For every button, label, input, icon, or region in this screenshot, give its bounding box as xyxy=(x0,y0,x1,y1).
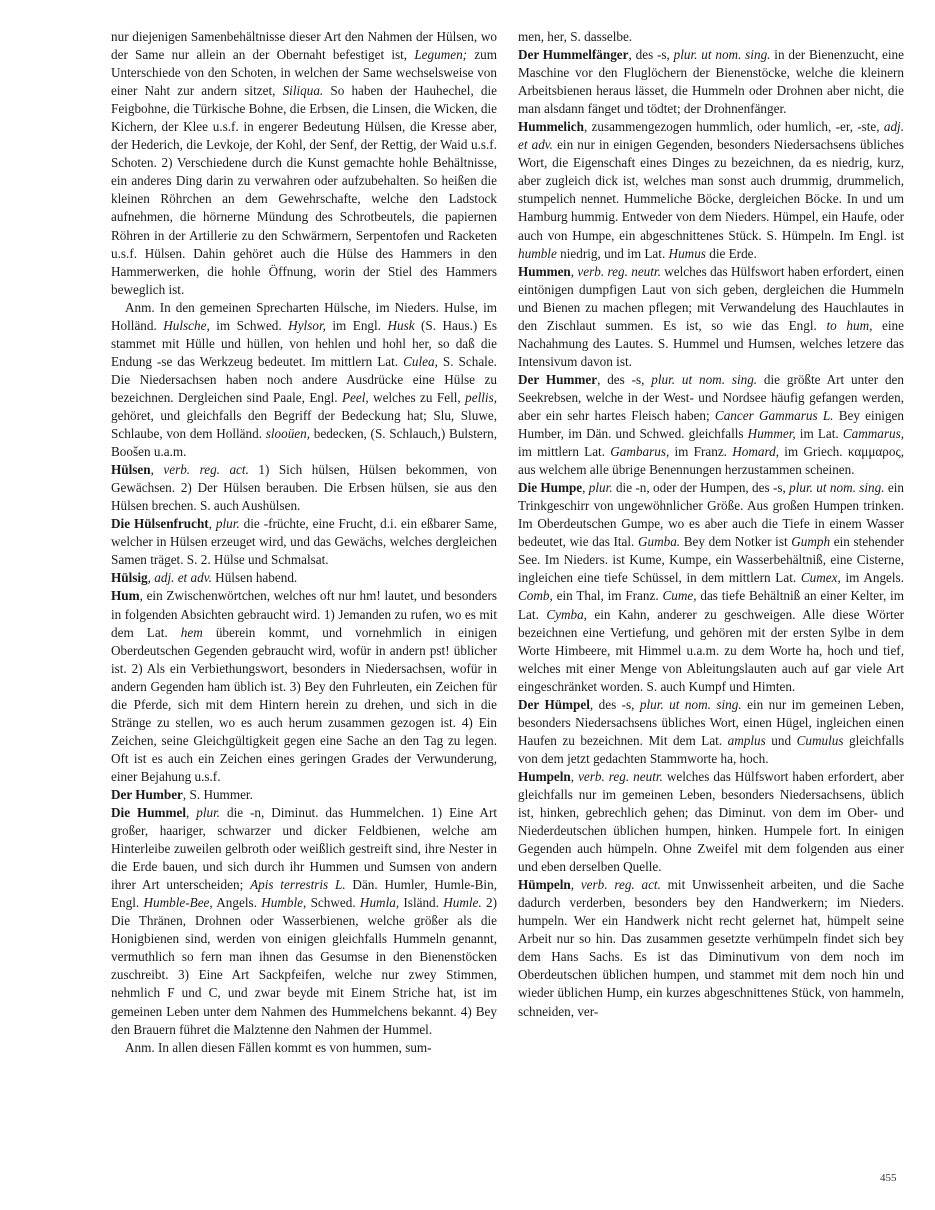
foreign-term: to hum, xyxy=(826,317,873,333)
text: Anm. In den gemeinen Sprecharten Hülsche, im Nieders. Hulse, im Holländ. xyxy=(111,299,497,333)
text: So haben der Hauhechel, die Feigbohne, die Türkische Bohne, die Erbsen, die Linsen, die Wicken, die Kichern, der Klee u.s.f. in engerer Bedeutung Hülsen, die Kresse aber, der Hederich, die Levkoje, der Kohl, der Senf, der Rettig, der Waid u.s.f. Schoten. 2) Verschiedene durch die Kunst gemachte hohle Behältnisse, ein anderes Ding darin zu verwahren oder aufzubehalten. So heißen die kleinen Röhrchen an dem Gewehrschafte, welche den Ladstock aufnehmen, die hörnerne Mündung des Schrotbeutels, die papiernen Röhren in der Artillerie zu den Schwärmern, Serpentofen und Racketen u.s.f. Hülsen. Dahin gehöret auch die Hülse des Hammers in den Hammerwerken, die hohle Öffnung, worin der Stiel des Hammers beweglich ist. xyxy=(111,83,497,297)
headword: Hummelich xyxy=(518,119,584,135)
latin-term: Cumulus xyxy=(796,732,844,748)
foreign-term: Culea, xyxy=(403,353,438,369)
grammar-label: adj. et adv. xyxy=(518,119,904,153)
entry-hummelfaenger xyxy=(518,46,904,118)
definition: Schwed. xyxy=(306,895,360,911)
foreign-term: Hulsche, xyxy=(163,317,210,333)
foreign-term: Hylsor, xyxy=(288,317,326,333)
latin-term: Cymba, xyxy=(546,606,587,622)
latin-term: Cammarus, xyxy=(842,426,904,442)
latin-term: amplus xyxy=(727,732,766,748)
definition: ein Trinkgeschirr von ungewöhnlicher Größe. Aus großen Humpen trinken. Im Oberdeutschen Gumpe, wo es aber auch die Tiefe in einem Wasser bedeutet, wie das Ital. xyxy=(518,480,904,550)
foreign-term: Homard, xyxy=(732,444,779,460)
definition: die größte Art unter den Seekrebsen, welche in der West- und Nordsee häufig gefangen werden, aber ein sehr hartes Fleisch haben; xyxy=(518,371,904,423)
entry-hummer xyxy=(518,371,904,479)
latin-term: Apis terrestris L. xyxy=(250,877,346,893)
definition: 1) Sich hülsen, Hülsen bekommen, von Gewächsen. 2) Der Hülsen berauben. Die Erbsen hülsen, sie aus den Hülsen brechen. S. auch Aushülsen. xyxy=(111,462,497,514)
definition: in der Bienenzucht, eine Maschine vor den Fluglöchern der Bienenstöcke, welche die kleinern Arbeitsbienen heraus lässet, die Hummeln oder Drohnen aber nicht, die man alsdann fänget und tödtet; der Drohnenfänger. xyxy=(518,47,904,117)
foreign-term: Peel, xyxy=(341,389,369,405)
text: im Engl. xyxy=(325,317,388,333)
entry-huempel xyxy=(518,696,904,768)
headword: Die Humpe xyxy=(518,480,583,496)
grammar-label: plur. xyxy=(215,516,240,532)
definition: ein stehender See. Im Nieders. ist Kume, Kumpe, ein Wasserbehältniß, eine Cisterne, ingleichen eine tiefe Schüssel, in dem mittlern Lat. xyxy=(518,534,904,586)
headword: Humpeln xyxy=(518,768,571,784)
text: Anm. In allen diesen Fällen kommt es von hummen, sum- xyxy=(125,1039,432,1055)
entry-hummen: Hummen, verb. reg. neutr. welches das Hülfswort haben erfordert, einen eintönigen dumpfigen Laut von sich geben, dergleichen die Hummeln und Bienen zu machen pflegen; mit Verwandelung des Hauchlautes in den Zischlaut summen. Es ist, so wie das Engl. to hum, eine Nachahmung des Lautes. S. Hummel und Humsen, welches letzere das Intensivum davon ist. xyxy=(518,263,905,369)
annotation-hummel-cont xyxy=(518,28,904,46)
definition: , S. Hummer. xyxy=(182,786,253,802)
latin-term: Siliqua. xyxy=(282,83,324,99)
text: gehöret, und gleichfalls den Begriff der Bedeckung hat; Slu, Sluwe, Schlaube, von dem Holländ. xyxy=(111,407,497,442)
headword: Hümpeln xyxy=(518,877,571,893)
latin-term: Gambarus, xyxy=(610,444,670,460)
definition: 2) Die Thränen, Drohnen oder Wasserbienen, welche größer als die Honigbienen sind, werden von einigen gleichfalls Hummeln genannt, vermuthlich so fern man ihnen das Gesumse in den Bienenstöcken zuschreibt. 3) Eine Art Sackpfeifen, welche nur zwey Stimmen, nehmlich F und C, und zwar beyde mit Einem Striche hat, ist im gemeinen Leben unter dem Nahmen des Hummelchens bekannt. 4) Bey den Brauern führet die Malztenne den Nahmen der Hummel. xyxy=(111,895,497,1037)
grammar-label: verb. reg. act. xyxy=(580,877,661,893)
latin-term: Legumen; xyxy=(414,47,468,63)
definition: im Franz. xyxy=(669,444,733,460)
foreign-term: Humle. xyxy=(443,895,482,911)
definition: , des -s, xyxy=(597,371,652,387)
left-column xyxy=(111,28,497,1057)
entry-huelsenfrucht: Die Hülsenfrucht, plur. die -früchte, eine Frucht, d.i. ein eßbarer Same, welcher in Hülsen erzeuget wird, und das Gewächs, welches dergleichen Samen träget. S. 2. Hülse und Schmalsat. xyxy=(111,516,498,568)
headword: Der Hummer xyxy=(518,371,598,387)
foreign-term: Gumba. xyxy=(637,534,681,550)
definition: die -früchte, eine Frucht, d.i. ein eßbarer Same, welcher in Hülsen erzeuget wird, und das Gewächs, welches dergleichen Samen träget. S. 2. Hülse und Schmalsat. xyxy=(111,516,498,568)
latin-term: Cancer Gammarus L. xyxy=(714,407,834,423)
entry-huelse-cont xyxy=(111,28,497,299)
foreign-term: pellis, xyxy=(465,389,498,405)
text: (S. Haus.) Es stammet mit Hülle und hüllen, von hehlen und hohl her, so daß die Endung -se das Werkzeug bedeutet. Im mittlern Lat. xyxy=(111,317,497,369)
grammar-label: plur. xyxy=(196,805,221,821)
definition: eine Nachahmung des Lautes. S. Hummel und Humsen, welches letzere das Intensivum davon ist. xyxy=(518,317,905,369)
grammar-label: plur. ut nom. sing. xyxy=(651,371,758,387)
definition: welches das Hülfswort haben erfordert, aber gleichfalls nur im gemeinen Leben, besonders Niedersachsens, üblich ist, hinken, gebrechlich gehen; das Diminut. von dem im Ober- und Niederdeutschen üblichen humpen, hinken. Humpele fort. In einigen Gegenden auch hümpeln. Ohne Zweifel mit dem folgenden aus einer und eben derselben Quelle. xyxy=(518,768,904,875)
entry-humpeln: Humpeln, verb. reg. neutr. welches das Hülfswort haben erfordert, aber gleichfalls nur im gemeinen Leben, besonders Niedersachsens, üblich ist, hinken, gebrechlich gehen; das Diminut. von dem im Ober- und Niederdeutschen üblichen humpen, hinken. Humpele fort. In einigen Gegenden auch hümpeln. Ohne Zweifel mit dem folgenden aus einer und eben derselben Quelle. xyxy=(518,768,904,875)
definition: mit Unwissenheit arbeiten, und die Sache dadurch verderben, besonders bey den Handwerkern; im Nieders. humpeln. Wer ein Handwerk nicht recht gelernet hat, hümpelt seine Arbeit nur so hin. Das zusammen gesetzte verhümpeln findet sich bey dem Hans Sachs. Es ist das Diminutivum von dem noch im Oberdeutschen üblichen humpen, und stammet mit dem noch hin und wieder üblichen Hump, ein kurzes abgeschnittenes Stück, von hammeln, schneiden, ver- xyxy=(518,877,904,1019)
text: welches zu Fell, xyxy=(368,389,466,405)
headword: Die Hummel xyxy=(111,805,187,821)
text: bedecken, (S. Schlauch,) Bulstern, Boošen u.a.m. xyxy=(111,426,498,460)
definition: , des -s, xyxy=(589,696,640,712)
definition: im Griech. καμμαρος, aus welchem alle übrige Benennungen herzustammen scheinen. xyxy=(518,444,904,478)
entry-huelsig: Hülsig, adj. et adv. Hülsen habend. xyxy=(111,570,298,586)
definition: Isländ. xyxy=(399,895,444,911)
grammar-label: verb. reg. neutr. xyxy=(578,768,663,784)
grammar-label: plur. ut nom. sing. xyxy=(789,480,885,496)
grammar-label: adj. et adv. xyxy=(154,570,212,586)
foreign-term: Humble-Bee, xyxy=(143,895,213,911)
headword: Der Hummelfänger xyxy=(518,47,629,63)
right-column xyxy=(518,28,904,1021)
annotation-hummel xyxy=(111,1039,497,1057)
definition: ein Thal, im Franz. xyxy=(552,588,663,604)
definition: Bey einigen Humber, im Dän. und Schwed. gleichfalls xyxy=(518,407,904,442)
definition: , zusammengezogen hummlich, oder humlich, -er, -ste, xyxy=(583,119,884,135)
annotation-huelse xyxy=(111,299,497,461)
headword: Hülsig xyxy=(111,570,148,586)
text: zum Unterschiede von den Schoten, in welchen der Same wechselsweise von einer Naht zur andern sitzet, xyxy=(111,47,497,99)
definition: welches das Hülfswort haben erfordert, einen eintönigen dumpfigen Laut von sich geben, dergleichen die Hummeln und Bienen zu machen pflegen; mit Verwandelung des Hauchlautes in den Zischlaut summen. Es ist, so wie das Engl. xyxy=(518,263,905,333)
entry-hum xyxy=(111,587,497,786)
definition: und xyxy=(765,732,797,748)
grammar-label: plur. ut nom. sing. xyxy=(639,696,742,712)
headword: Hülsen xyxy=(111,462,151,478)
definition: ein nur im gemeinen Leben, besonders Niedersachsens übliches Wort, einen Hügel, ingleichen einen Haufen zu bezeichnen. Mit dem Lat. xyxy=(518,696,905,748)
foreign-term: Humla, xyxy=(359,895,400,911)
definition: Bey dem Notker ist xyxy=(680,534,792,550)
definition: im Lat. xyxy=(795,426,843,442)
headword: Hum xyxy=(111,588,140,604)
foreign-term: Humble, xyxy=(261,895,307,911)
headword: Der Hümpel xyxy=(518,696,590,712)
text: im Schwed. xyxy=(209,317,289,333)
grammar-label: verb. reg. act. xyxy=(163,462,249,478)
definition: die -n, Diminut. das Hummelchen. 1) Eine Art großer, haariger, schwarzer und dicker Feldbienen, welche am Hinterleibe zuweilen gelbroth oder weißlich gestreift sind, ihre Nester in die Erde bauen, und sich durch ihr Hummen und Sumsen von andern ihrer Art unterscheiden; xyxy=(111,805,498,893)
latin-term: Humus xyxy=(668,245,706,261)
definition: die Erde. xyxy=(705,245,757,261)
page-number: 455 xyxy=(880,1172,897,1184)
text: nur diejenigen Samenbehältnisse dieser Art den Nahmen der Hülsen, wo der Same nur allein an der Obernaht befestiget ist, xyxy=(111,29,497,63)
definition: , ein Zwischenwörtchen, welches oft nur hm! lautet, und besonders in folgenden Absichten gebraucht wird. 1) Jemanden zu rufen, wo es mit dem Lat. xyxy=(111,588,497,640)
definition: im mittlern Lat. xyxy=(518,444,611,460)
definition: niedrig, und im Lat. xyxy=(556,245,669,261)
definition: überein kommt, und vornehmlich in einigen Oberdeutschen Gegenden gebraucht wird, wofür in andern pst! üblicher ist. 2) Als ein Verbiethungswort, besonders in Niedersachsen, wofür in andern Gegenden ham üblich ist. 3) Bey den Fuhrleuten, ein Zeichen für die Pferde, sich mit dem Hintern herein zu drehen, und sich in die Stränge zu stellen, wo es auch herum zusammen gezogen ist. 4) Ein Zeichen, seine Gleichgültigkeit gegen eine Sache an den Tag zu legen. Oft ist es auch ein Zeichen eines geringen Grades der Verwunderung, einer Bejahung u.s.f. xyxy=(111,624,498,784)
definition: im Angels. xyxy=(840,570,904,586)
text: men, her, S. dasselbe. xyxy=(518,29,633,44)
headword: Hummen xyxy=(518,263,571,279)
entry-hummelich xyxy=(518,118,904,262)
latin-term: hem xyxy=(180,624,203,640)
definition: Angels. xyxy=(212,895,262,911)
grammar-label: plur. xyxy=(588,480,613,496)
entry-humber xyxy=(111,786,497,804)
definition: Dän. Humler, Humle-Bin, Engl. xyxy=(111,877,497,911)
definition: ein nur in einigen Gegenden, besonders Niedersachsens übliches Wort, die Eigenschaft eines Dinges zu bezeichnen, da es niedrig, kurz, aber zugleich dick ist, welches man sonst auch drummig, drummelich, stumpelich nennet. Hummeliche Böcke, dergleichen Böcke. In und um Hamburg hummig. Entweder von dem Nieders. Hümpel, ein Haufe, oder auch von Humpe, ein abgeschnittenes Stück. S. Hümpeln. Im Engl. ist xyxy=(518,137,904,243)
foreign-term: Husk xyxy=(387,317,415,333)
entry-huelsen: Hülsen, verb. reg. act. 1) Sich hülsen, Hülsen bekommen, von Gewächsen. 2) Der Hülsen berauben. Die Erbsen hülsen, sie aus den Hülsen brechen. S. auch Aushülsen. xyxy=(111,462,497,514)
definition: , des -s, xyxy=(628,47,674,63)
headword: Die Hülsenfrucht xyxy=(111,516,209,532)
definition: Hülsen habend. xyxy=(211,570,298,586)
latin-term: Cumex, xyxy=(800,570,841,586)
entry-huempeln: Hümpeln, verb. reg. act. mit Unwissenheit arbeiten, und die Sache dadurch verderben, besonders bey den Handwerkern; im Nieders. humpeln. Wer ein Handwerk nicht recht gelernet hat, hümpelt seine Arbeit nur so hin. Das zusammen gesetzte verhümpeln findet sich bey dem Hans Sachs. Es ist das Diminutivum von dem noch im Oberdeutschen üblichen humpen, und stammet mit dem noch hin und wieder üblichen Hump, ein kurzes abgeschnittenes Stück, von hammeln, schneiden, ver- xyxy=(518,877,904,1019)
definition: die -n, oder der Humpen, des -s, xyxy=(612,480,790,496)
entry-hummel: Die Hummel, plur. die -n, Diminut. das Hummelchen. 1) Eine Art großer, haariger, schwarzer und dicker Feldbienen, welche am Hinterleibe zuweilen gelbroth oder weißlich gestreift sind, ihre Nester in die Erde bauen, und sich durch ihr Hummen und Sumsen von andern ihrer Art unterscheiden; Apis terrestris L. Dän. Humler, Humle-Bin, Engl. Humble-Bee, Angels. Humble, Schwed. Humla, Isländ. Humle. 2) Die Thränen, Drohnen oder Wasserbienen, welche größer als die Honigbienen sind, werden von einigen gleichfalls Hummeln genannt, vermuthlich so fern man ihnen das Gesumse in den Bienenstöcken zuschreibt. 3) Eine Art Sackpfeifen, welche nur zwey Stimmen, nehmlich F und C, und zwar beyde mit Einem Striche hat, ist im gemeinen Leben unter dem Nahmen des Hummelchens bekannt. 4) Bey den Brauern führet die Malztenne den Nahmen der Hummel. xyxy=(111,805,498,1037)
definition: gleichfalls von dem jetzt gedachten Stammworte ha, hoch. xyxy=(518,732,904,766)
definition: ein Kahn, anderer zu geschweigen. Alle diese Wörter bezeichnen eine Vertiefung, und gehören mit der ersten Sylbe in dem Worte Himbeere, mit Himmel u.a.m. zu dem Worte ha, hoch und tief, welches mit einer Menge von Ableitungslauten auch auf gar viele Art eingeschränket worden. S. auch Kumpf und Himten. xyxy=(518,606,904,694)
foreign-term: Hummer, xyxy=(747,426,796,442)
definition: das tiefe Behältniß an einer Kelter, im Lat. xyxy=(518,588,904,622)
foreign-term: Gumph xyxy=(791,534,831,550)
foreign-term: Comb, xyxy=(518,588,553,604)
grammar-label: verb. reg. neutr. xyxy=(577,263,661,279)
foreign-term: humble xyxy=(518,245,557,261)
entry-humpe: Die Humpe, plur. die -n, oder der Humpen, des -s, plur. ut nom. sing. ein Trinkgeschirr von ungewöhnlicher Größe. Aus großen Humpen trinken. Im Oberdeutschen Gumpe, wo es aber auch die Tiefe in einem Wasser bedeutet, wie das Ital. Gumba. Bey dem Notker ist Gumph ein stehender See. Im Nieders. ist Kume, Kumpe, ein Wasserbehältniß, eine Cisterne, ingleichen eine tiefe Schüssel, in dem mittlern Lat. Cumex, im Angels. Comb, ein Thal, im Franz. Cume, das tiefe Behältniß an einer Kelter, im Lat. Cymba, ein Kahn, anderer zu geschweigen. Alle diese Wörter bezeichnen eine Vertiefung, und gehören mit der ersten Sylbe in dem Worte Himbeere, mit Himmel u.a.m. zu dem Worte ha, hoch und tief, welches mit einer Menge von Ableitungslauten auch auf gar viele Art eingeschränket worden. S. auch Kumpf und Himten. xyxy=(518,480,904,694)
foreign-term: slooüen, xyxy=(265,426,311,442)
foreign-term: Cume, xyxy=(662,588,697,604)
text: S. Schale. Die Niedersachsen haben noch andere Ausdrücke eine Hülse zu bezeichnen. Dergleichen sind Paale, Engl. xyxy=(111,353,497,405)
grammar-label: plur. ut nom. sing. xyxy=(673,47,771,63)
headword: Der Humber xyxy=(111,786,183,802)
